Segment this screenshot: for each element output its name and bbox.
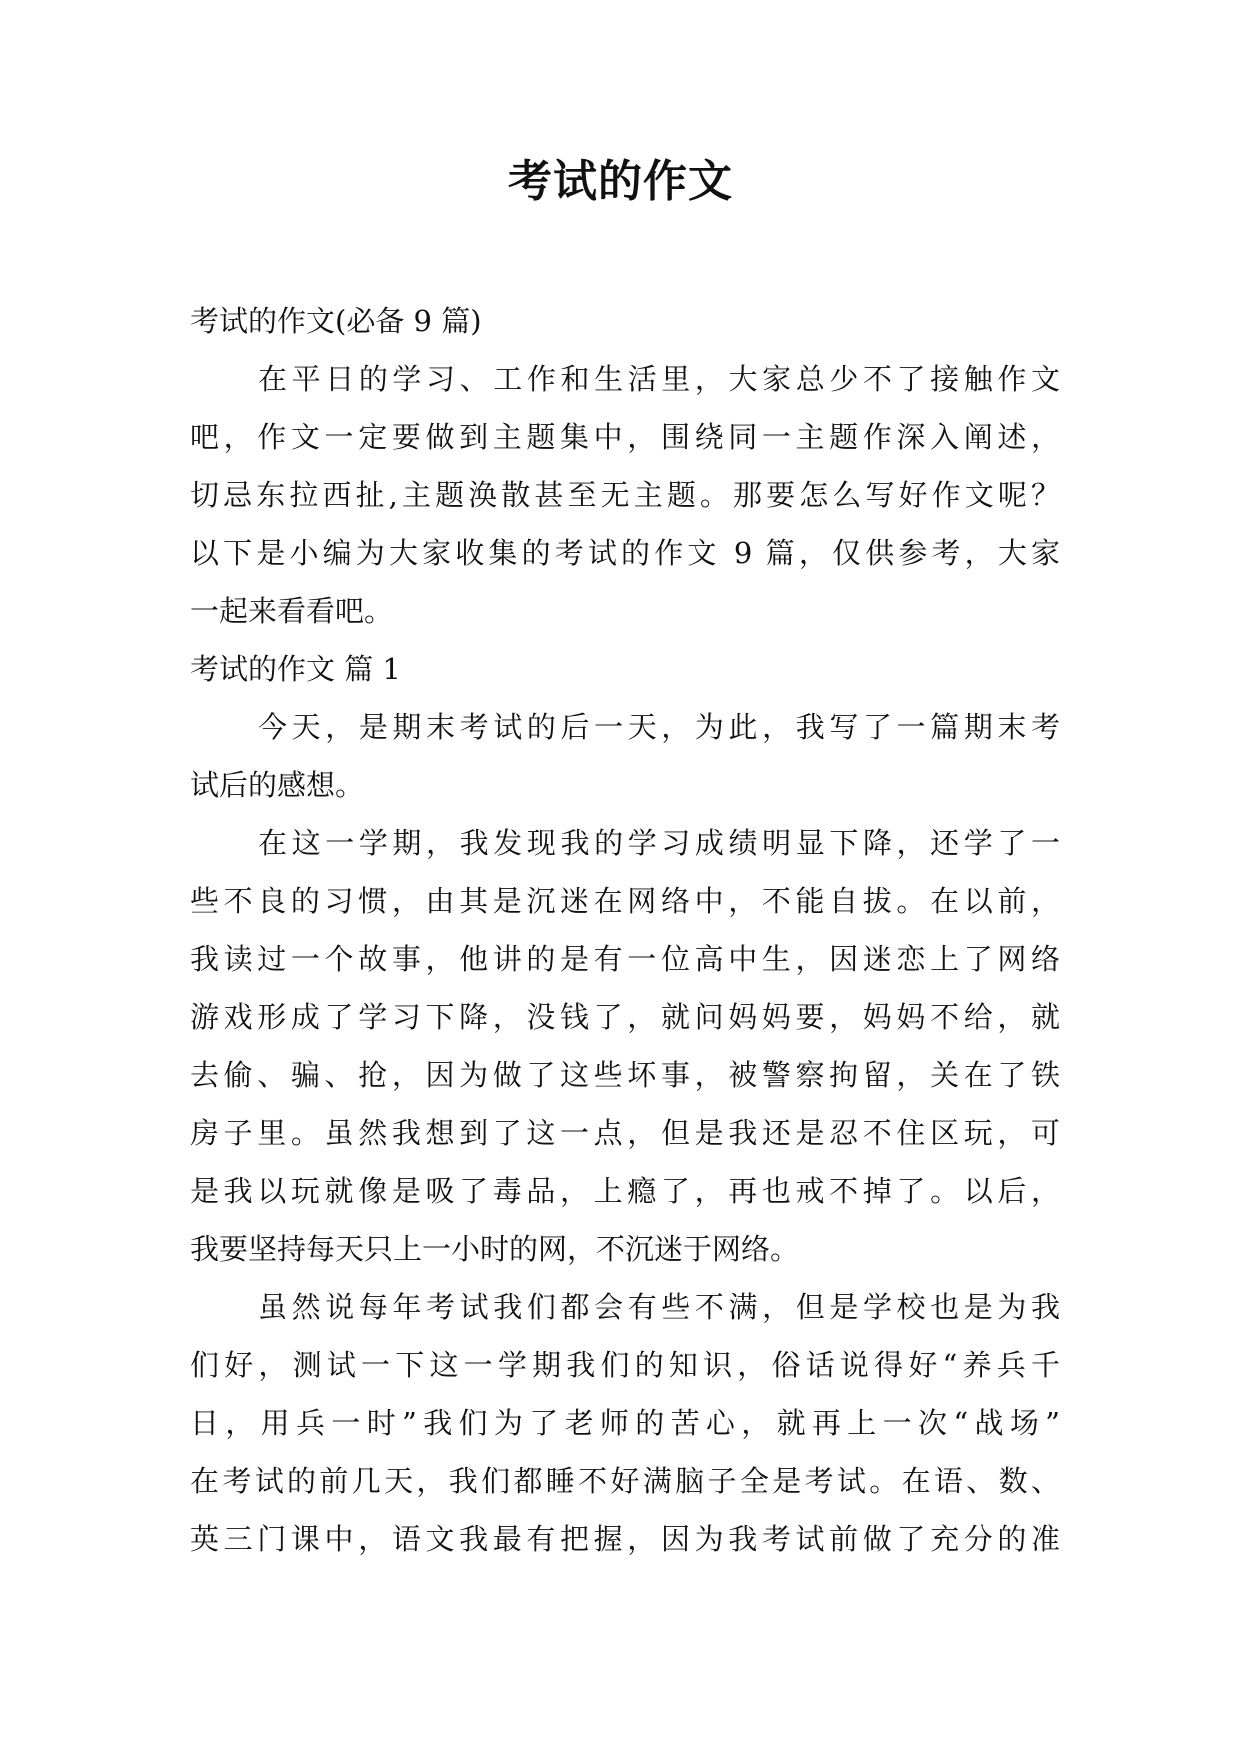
paragraph-line: 在考试的前几天，我们都睡不好满脑子全是考试。在语、数、	[190, 1464, 1060, 1498]
paragraph-line: 些不良的习惯，由其是沉迷在网络中，不能自拔。在以前，	[190, 884, 1060, 918]
document-body	[190, 292, 1060, 1568]
paragraph-line: 在这一学期，我发现我的学习成绩明显下降，还学了一	[258, 826, 1060, 860]
paragraph-line: 虽然说每年考试我们都会有些不满，但是学校也是为我	[258, 1290, 1060, 1324]
paragraph-line: 游戏形成了学习下降，没钱了，就问妈妈要，妈妈不给，就	[190, 1000, 1060, 1034]
paragraph-line: 房子里。虽然我想到了这一点，但是我还是忍不住区玩，可	[190, 1116, 1060, 1150]
paragraph-line: 吧，作文一定要做到主题集中，围绕同一主题作深入阐述，	[190, 420, 1060, 454]
paragraph-line: 在平日的学习、工作和生活里，大家总少不了接触作文	[258, 362, 1060, 396]
paragraph-line: 们好，测试一下这一学期我们的知识，俗话说得好“养兵千	[190, 1348, 1060, 1382]
paragraph-line: 是我以玩就像是吸了毒品，上瘾了，再也戒不掉了。以后，	[190, 1174, 1060, 1208]
paragraph-line: 以下是小编为大家收集的考试的作文 9 篇，仅供参考，大家	[190, 536, 1060, 570]
paragraph-line: 日，用兵一时”我们为了老师的苦心，就再上一次“战场”	[190, 1406, 1060, 1440]
paragraph-line: 我读过一个故事，他讲的是有一位高中生，因迷恋上了网络	[190, 942, 1060, 976]
section-heading: 考试的作文 篇 1	[190, 652, 401, 686]
paragraph-line: 我要坚持每天只上一小时的网，不沉迷于网络。	[190, 1232, 800, 1266]
paragraph-line: 去偷、骗、抢，因为做了这些坏事，被警察拘留，关在了铁	[190, 1058, 1060, 1092]
subtitle-line: 考试的作文(必备 9 篇)	[190, 304, 482, 338]
paragraph-line: 英三门课中，语文我最有把握，因为我考试前做了充分的准	[190, 1522, 1060, 1556]
paragraph-line: 一起来看看吧。	[190, 594, 394, 628]
paragraph-line: 今天，是期末考试的后一天，为此，我写了一篇期末考	[258, 710, 1060, 744]
paragraph-line: 切忌东拉西扯,主题涣散甚至无主题。那要怎么写好作文呢？	[190, 478, 1060, 512]
paragraph-line: 试后的感想。	[190, 768, 365, 802]
document-title: 考试的作文	[508, 156, 733, 207]
